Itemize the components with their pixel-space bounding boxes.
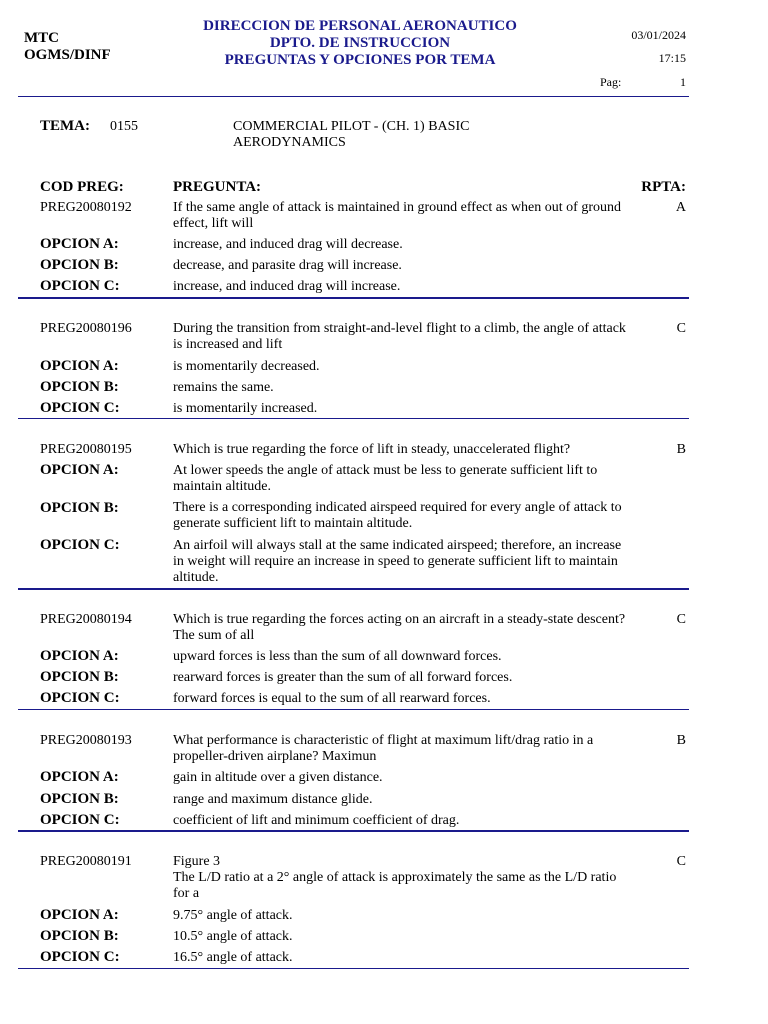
tema-code: 0155 [110, 119, 138, 134]
option-c-label: OPCION C: [40, 278, 120, 294]
page-label: Pag: [600, 75, 622, 89]
question-text: Which is true regarding the force of lift in steady, unaccelerated flight? [173, 442, 571, 457]
question-text: The L/D ratio at a 2° angle of attack is approximately the same as the L/D ratio for a [173, 870, 617, 901]
question-divider [18, 709, 689, 710]
option-c-label: OPCION C: [40, 690, 120, 706]
option-a-text: upward forces is less than the sum of all downward forces. [173, 649, 502, 664]
title-line-2: DPTO. DE INSTRUCCION [269, 35, 451, 51]
org-line-2: OGMS/DINF [24, 47, 111, 63]
option-b-label: OPCION B: [40, 500, 119, 516]
answer-letter: C [676, 854, 686, 869]
option-b-label: OPCION B: [40, 379, 119, 395]
answer-letter: A [675, 200, 686, 215]
option-c-text: is momentarily increased. [173, 401, 318, 416]
question-text: If the same angle of attack is maintained in ground effect as when out of ground effect, lift will [173, 200, 621, 231]
column-header-answer: RPTA: [641, 179, 686, 195]
report-title [160, 18, 560, 69]
option-b-label: OPCION B: [40, 928, 119, 944]
option-c-label: OPCION C: [40, 400, 120, 416]
org-block [24, 30, 111, 64]
option-a-text: At lower speeds the angle of attack must be less to generate sufficient lift to maintain altitude. [173, 463, 598, 494]
question-divider [18, 588, 689, 590]
option-a-text: 9.75° angle of attack. [173, 908, 293, 923]
title-line-3: PREGUNTAS Y OPCIONES POR TEMA [224, 52, 496, 68]
option-b-label: OPCION B: [40, 791, 119, 807]
question-text: Which is true regarding the forces acting on an aircraft in a steady-state descent? The sum of all [173, 612, 626, 643]
header-divider [18, 96, 689, 97]
option-a-text: is momentarily decreased. [173, 359, 320, 374]
option-a-text: increase, and induced drag will decrease. [173, 237, 403, 252]
column-header-code: COD PREG: [40, 179, 124, 195]
question-code: PREG20080196 [40, 321, 132, 336]
answer-letter: B [676, 442, 686, 457]
option-b-label: OPCION B: [40, 669, 119, 685]
option-b-label: OPCION B: [40, 257, 119, 273]
question-divider [18, 830, 689, 832]
option-a-label: OPCION A: [40, 236, 119, 252]
option-a-label: OPCION A: [40, 907, 119, 923]
option-c-text: coefficient of lift and minimum coefficient of drag. [173, 813, 460, 828]
answer-letter: C [676, 612, 686, 627]
option-c-label: OPCION C: [40, 949, 120, 965]
tema-name: COMMERCIAL PILOT - (CH. 1) BASIC AERODYNAMICS [233, 119, 470, 150]
question-code: PREG20080193 [40, 733, 132, 748]
option-b-text: remains the same. [173, 380, 274, 395]
org-line-1: MTC [24, 30, 59, 46]
answer-letter: B [676, 733, 686, 748]
title-line-1: DIRECCION DE PERSONAL AERONAUTICO [203, 18, 517, 34]
option-a-label: OPCION A: [40, 648, 119, 664]
option-c-text: increase, and induced drag will increase. [173, 279, 401, 294]
tema-label: TEMA: [40, 118, 90, 134]
option-a-label: OPCION A: [40, 462, 119, 478]
answer-letter: C [676, 321, 686, 336]
report-time: 17:15 [658, 51, 686, 65]
question-figure-ref: Figure 3 [173, 854, 221, 869]
question-code: PREG20080195 [40, 442, 132, 457]
option-c-text: 16.5° angle of attack. [173, 950, 293, 965]
question-divider [18, 968, 689, 969]
report-date: 03/01/2024 [631, 28, 686, 42]
question-text: What performance is characteristic of flight at maximum lift/drag ratio in a propeller-driven airplane? Maximun [173, 733, 594, 764]
option-c-label: OPCION C: [40, 537, 120, 553]
question-divider [18, 418, 689, 419]
option-c-text: forward forces is equal to the sum of all rearward forces. [173, 691, 491, 706]
option-a-text: gain in altitude over a given distance. [173, 770, 383, 785]
question-text: During the transition from straight-and-level flight to a climb, the angle of attack is increased and lift [173, 321, 626, 352]
option-c-label: OPCION C: [40, 812, 120, 828]
option-b-text: decrease, and parasite drag will increase. [173, 258, 402, 273]
column-header-question: PREGUNTA: [173, 179, 262, 195]
option-b-text: rearward forces is greater than the sum of all forward forces. [173, 670, 513, 685]
option-a-label: OPCION A: [40, 769, 119, 785]
question-code: PREG20080191 [40, 854, 132, 869]
option-b-text: There is a corresponding indicated airspeed required for every angle of attack to generate sufficient lift to maintain altitude. [173, 500, 622, 531]
question-divider [18, 297, 689, 299]
question-code: PREG20080194 [40, 612, 132, 627]
option-b-text: 10.5° angle of attack. [173, 929, 293, 944]
option-c-text: An airfoil will always stall at the same indicated airspeed; therefore, an increase in weight will require an increase in speed to generate sufficient lift to maintain altitude. [173, 538, 622, 585]
option-a-label: OPCION A: [40, 358, 119, 374]
question-code: PREG20080192 [40, 200, 132, 215]
page-number: 1 [680, 75, 686, 89]
option-b-text: range and maximum distance glide. [173, 792, 373, 807]
